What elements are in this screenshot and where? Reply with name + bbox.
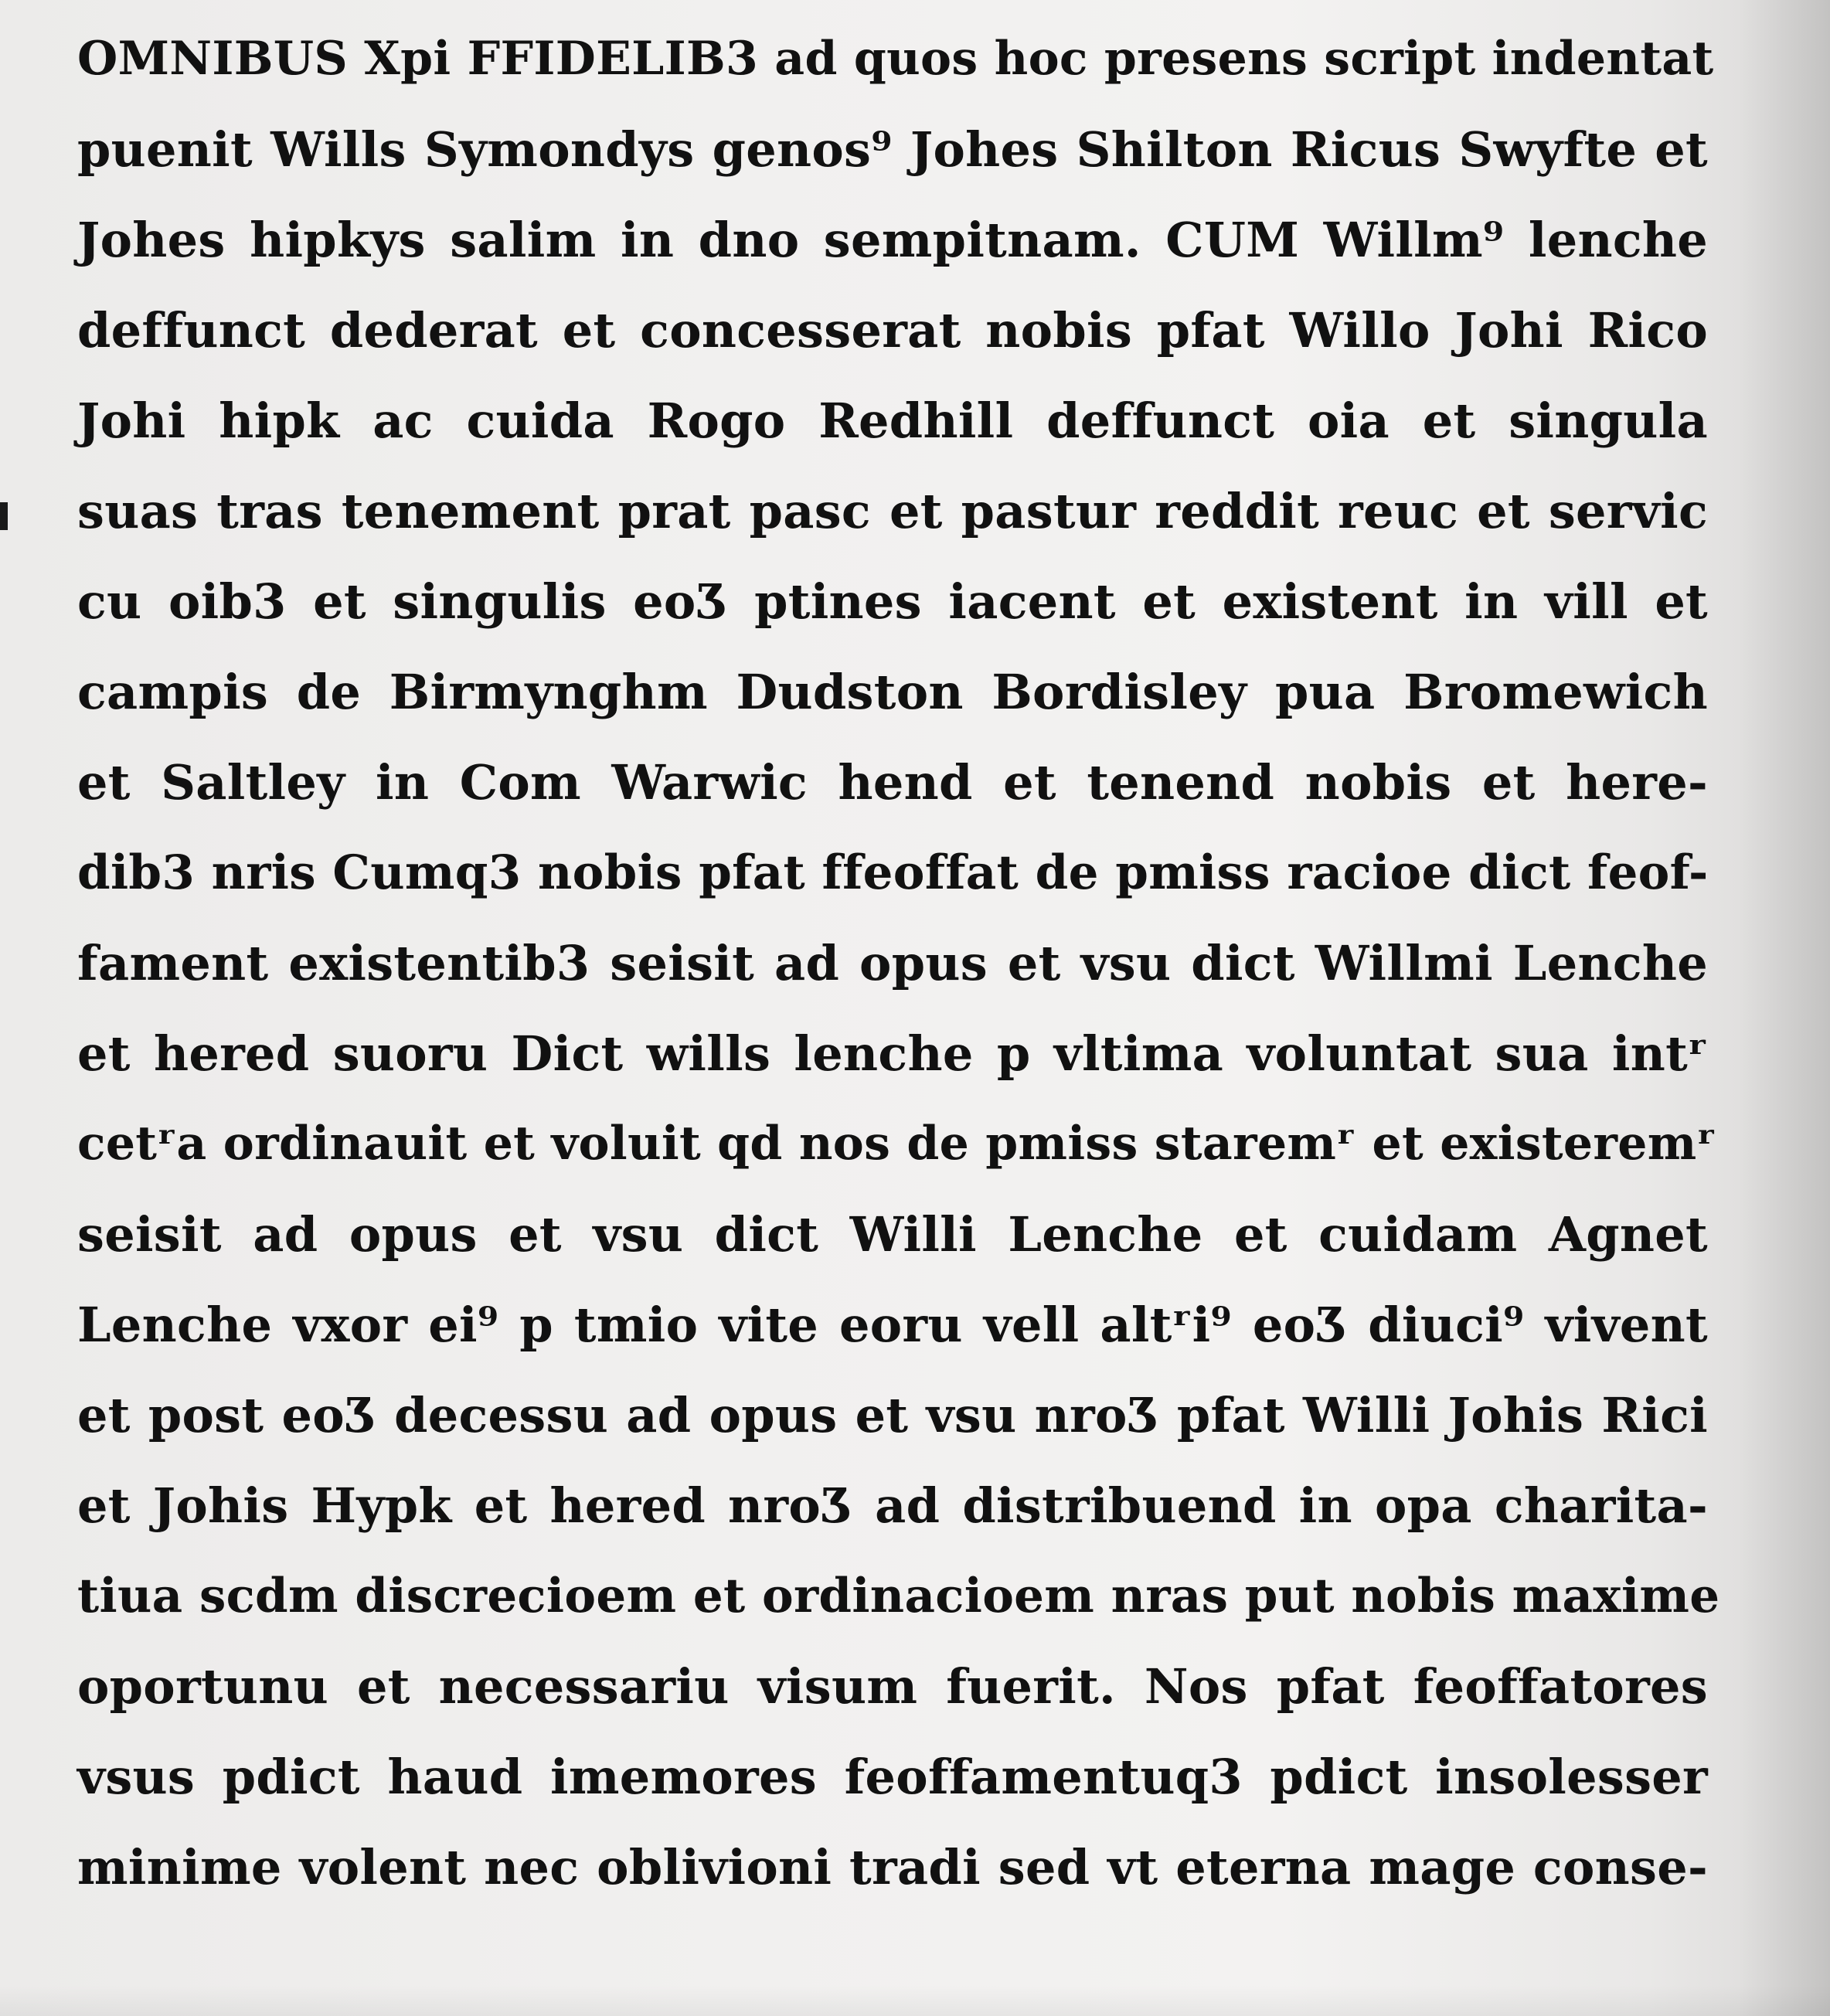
text-line: cetʳa ordinauit et voluit qd nos de pmiss staremʳ et existeremʳ <box>77 1117 1716 1171</box>
text-line: cu oib3 et singulis eoƷ ptines iacent et existent in vill et <box>77 573 1708 630</box>
text-line: Johes hipkys salim in dno sempitnam. CUM Willm⁹ lenche <box>77 212 1708 268</box>
text-line: campis de Birmynghm Dudston Bordisley pua Bromewich <box>77 664 1708 720</box>
text-line: et Saltley in Com Warwic hend et tenend nobis et here- <box>77 754 1708 811</box>
text-line: et hered suoru Dict wills lenche p vltima voluntat sua intʳ <box>77 1025 1708 1082</box>
text-line: et Johis Hypk et hered nroƷ ad distribuend in opa charita- <box>77 1477 1708 1534</box>
text-line: deffunct dederat et concesserat nobis pfat Willo Johi Rico <box>77 302 1708 359</box>
page-edge-shadow <box>1737 0 1830 2016</box>
text-line: Lenche vxor ei⁹ p tmio vite eoru vell altʳi⁹ eoƷ diuci⁹ vivent <box>77 1297 1708 1353</box>
text-line: OMNIBUS Xpi FFIDELIB3 ad quos hoc presens script indentat <box>77 32 1714 86</box>
text-line: fament existentib3 seisit ad opus et vsu dict Willmi Lenche <box>77 935 1708 991</box>
text-line: vsus pdict haud imemores feoffamentuq3 pdict insolesser <box>77 1749 1708 1805</box>
text-line: suas tras tenement prat pasc et pastur reddit reuc et servic <box>77 483 1708 539</box>
page-bottom-shading <box>0 1985 1830 2016</box>
text-line: minime volent nec oblivioni tradi sed vt eterna mage conse- <box>77 1839 1708 1895</box>
text-line: puenit Wills Symondys genos⁹ Johes Shilton Ricus Swyfte et <box>77 121 1708 178</box>
text-line: dib3 nris Cumq3 nobis pfat ffeoffat de pmiss racioe dict feof- <box>77 845 1709 900</box>
text-line: oportunu et necessariu visum fuerit. Nos pfat feoffatores <box>77 1658 1708 1715</box>
text-line: seisit ad opus et vsu dict Willi Lenche et cuidam Agnet <box>77 1206 1708 1263</box>
text-line: tiua scdm discrecioem et ordinacioem nras put nobis maxime <box>77 1569 1720 1623</box>
text-line: et post eoƷ decessu ad opus et vsu nroƷ pfat Willi Johis Rici <box>77 1387 1708 1443</box>
margin-mark <box>0 502 8 530</box>
latin-text-block <box>77 14 1720 1912</box>
text-line: Johi hipk ac cuida Rogo Redhill deffunct oia et singula <box>77 393 1708 449</box>
